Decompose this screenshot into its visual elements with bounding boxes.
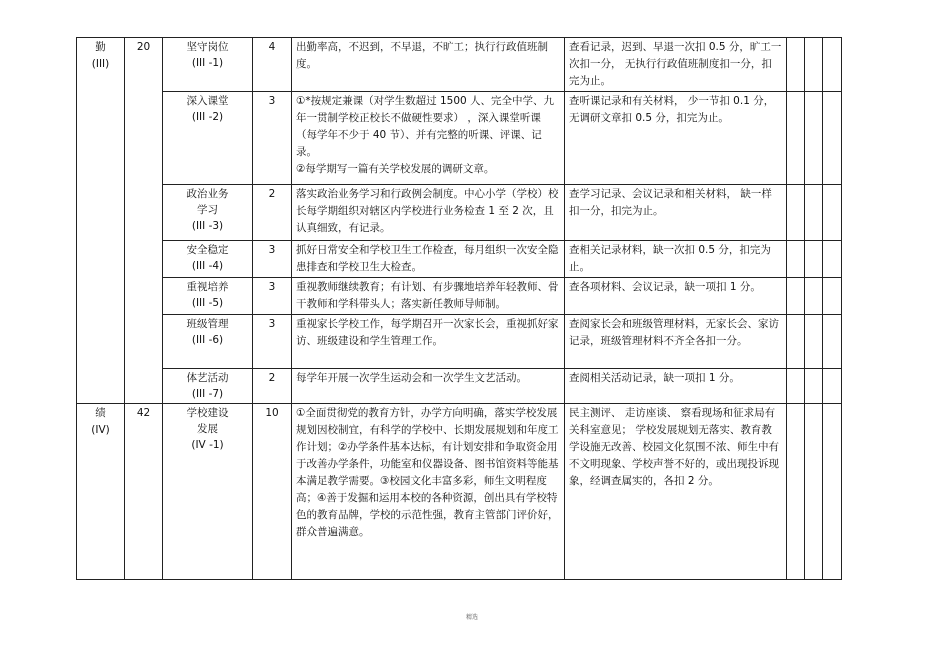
method-cell bbox=[565, 241, 787, 278]
cell-text-line: 坚守岗位 bbox=[186, 41, 229, 53]
cell-text-line: (III -2) bbox=[191, 111, 224, 123]
score-cell: 3 bbox=[253, 241, 292, 278]
blank-score-cell bbox=[823, 278, 842, 315]
requirements-cell bbox=[292, 278, 565, 315]
requirements-cell bbox=[292, 185, 565, 241]
score-cell: 2 bbox=[253, 185, 292, 241]
table-row bbox=[77, 38, 842, 92]
blank-score-cell bbox=[823, 92, 842, 185]
cell-text-line: (III -3) bbox=[191, 220, 224, 232]
cell-text-line: 发展 bbox=[197, 423, 218, 435]
method-cell bbox=[565, 369, 787, 404]
cell-text-line: 抓好日常安全和学校卫生工作检查，每月组织一次安全隐患排查和学校卫生大检查。 bbox=[296, 244, 559, 273]
blank-score-cell bbox=[823, 185, 842, 241]
method-cell bbox=[565, 38, 787, 92]
blank-score-cell bbox=[823, 404, 842, 580]
score-cell: 3 bbox=[253, 92, 292, 185]
cell-text-line: 深入课堂 bbox=[186, 95, 229, 107]
category-cell bbox=[77, 404, 125, 580]
item-cell bbox=[163, 315, 253, 369]
cell-text-line: 体艺活动 bbox=[186, 372, 229, 384]
blank-score-cell bbox=[787, 369, 805, 404]
cell-text-line: ①*按规定兼课（对学生数超过 1500 人、完全中学、九年一贯制学校正校长不做硬性要求） ，深入课堂听课（每学年不少于 40 节）、并有完整的听课、评课、记录。 bbox=[296, 95, 555, 158]
requirements-cell bbox=[292, 315, 565, 369]
cell-text-line: 查学习记录、会议记录和相关材料， 缺一样扣一分，扣完为止。 bbox=[569, 188, 772, 217]
item-cell bbox=[163, 369, 253, 404]
category-total-cell: 42 bbox=[125, 404, 163, 580]
cell-text-line: 查听课记录和有关材料， 少一节扣 0.1 分，无调研文章扣 0.5 分，扣完为止。 bbox=[569, 95, 775, 124]
blank-score-cell bbox=[823, 241, 842, 278]
blank-score-cell bbox=[787, 404, 805, 580]
footer-mark: 精选 bbox=[466, 614, 479, 621]
blank-score-cell bbox=[805, 404, 823, 580]
score-cell: 3 bbox=[253, 278, 292, 315]
cell-text-line: 查各项材料、会议记录，缺一项扣 1 分。 bbox=[569, 281, 761, 293]
cell-text-line: 学校建设 bbox=[186, 407, 229, 419]
requirements-cell bbox=[292, 38, 565, 92]
method-cell bbox=[565, 185, 787, 241]
requirements-cell bbox=[292, 241, 565, 278]
cell-text-line: ①全面贯彻党的教育方针，办学方向明确，落实学校发展规划因校制宜，有科学的学校中、长期发展规划和年度工作计划；②办学条件基本达标，有计划安排和争取资金用于改善办学条件，功能室和仪器设备、图书馆资料等能基本满足教学需要。③校园文化丰富多彩，师生文明程度高；④善于发掘和运用本校的各种资源，创出具有学校特色的教育品牌，学校的示范性强，教育主管部门评价好，群众普遍满意。 bbox=[296, 407, 559, 538]
item-cell bbox=[163, 92, 253, 185]
cell-text-line: 政治业务 bbox=[186, 188, 229, 200]
blank-score-cell bbox=[805, 92, 823, 185]
cell-text-line: 重视培养 bbox=[186, 281, 229, 293]
cell-text-line: 安全稳定 bbox=[186, 244, 229, 256]
cell-text-line: 重视家长学校工作，每学期召开一次家长会，重视抓好家访、班级建设和学生管理工作。 bbox=[296, 318, 559, 347]
cell-text-line: 民主测评、 走访座谈、 察看现场和征求局有关科室意见； 学校发展规划无落实、教育教学设施无改善、校园文化氛围不浓、师生中有不文明现象、学校声誉不好的，或出现投诉现象，经调查属实的，各扣 2 分。 bbox=[569, 407, 779, 487]
blank-score-cell bbox=[805, 369, 823, 404]
blank-score-cell bbox=[787, 278, 805, 315]
table-row bbox=[77, 241, 842, 278]
requirements-cell bbox=[292, 404, 565, 580]
blank-score-cell bbox=[805, 278, 823, 315]
cell-text-line: 学习 bbox=[197, 204, 218, 216]
item-cell bbox=[163, 185, 253, 241]
blank-score-cell bbox=[787, 185, 805, 241]
blank-score-cell bbox=[787, 315, 805, 369]
table-row bbox=[77, 92, 842, 185]
cell-text-line: (III -5) bbox=[191, 297, 224, 309]
method-cell bbox=[565, 404, 787, 580]
blank-score-cell bbox=[805, 38, 823, 92]
cell-text-line: ②每学期写一篇有关学校发展的调研文章。 bbox=[296, 163, 495, 175]
table-body bbox=[77, 38, 842, 580]
blank-score-cell bbox=[805, 185, 823, 241]
score-cell: 4 bbox=[253, 38, 292, 92]
requirements-cell bbox=[292, 369, 565, 404]
cell-text-line: 落实政治业务学习和行政例会制度。中心小学（学校）校长每学期组织对辖区内学校进行业务检查 1 至 2 次，且认真细致，有记录。 bbox=[296, 188, 559, 234]
cell-text-line: 每学年开展一次学生运动会和一次学生文艺活动。 bbox=[296, 372, 527, 384]
method-cell bbox=[565, 278, 787, 315]
item-cell bbox=[163, 38, 253, 92]
table-row bbox=[77, 278, 842, 315]
cell-text-line: 查相关记录材料，缺一次扣 0.5 分，扣完为止。 bbox=[569, 244, 771, 273]
cell-text-line: 勤 bbox=[95, 41, 106, 53]
table-row bbox=[77, 404, 842, 580]
cell-text-line: (III -1) bbox=[191, 57, 224, 69]
cell-text-line: (III -4) bbox=[191, 260, 224, 272]
blank-score-cell bbox=[787, 92, 805, 185]
item-cell bbox=[163, 404, 253, 580]
score-cell: 2 bbox=[253, 369, 292, 404]
method-cell bbox=[565, 92, 787, 185]
blank-score-cell bbox=[787, 241, 805, 278]
blank-score-cell bbox=[787, 38, 805, 92]
requirements-cell bbox=[292, 92, 565, 185]
cell-text-line: 查看记录，迟到、早退一次扣 0.5 分，旷工一次扣一分， 无执行行政值班制度扣一分，扣完为止。 bbox=[569, 41, 782, 87]
method-cell bbox=[565, 315, 787, 369]
category-cell bbox=[77, 38, 125, 404]
blank-score-cell bbox=[805, 315, 823, 369]
item-cell bbox=[163, 241, 253, 278]
item-cell bbox=[163, 278, 253, 315]
cell-text-line: 出勤率高，不迟到，不早退，不旷工；执行行政值班制度。 bbox=[296, 41, 548, 70]
cell-text-line: 班级管理 bbox=[186, 318, 229, 330]
blank-score-cell bbox=[823, 315, 842, 369]
cell-text-line: 重视教师继续教育；有计划、有步骤地培养年轻教师、骨干教师和学科带头人；落实新任教师导师制。 bbox=[296, 281, 559, 310]
evaluation-table bbox=[76, 37, 842, 580]
table-row bbox=[77, 185, 842, 241]
table-row bbox=[77, 369, 842, 404]
cell-text-line: (IV -1) bbox=[191, 439, 224, 451]
cell-text-line: (III -7) bbox=[191, 388, 224, 400]
blank-score-cell bbox=[823, 38, 842, 92]
score-cell: 10 bbox=[253, 404, 292, 580]
table-row bbox=[77, 315, 842, 369]
blank-score-cell bbox=[823, 369, 842, 404]
category-total-cell: 20 bbox=[125, 38, 163, 404]
cell-text-line: 绩 bbox=[95, 407, 106, 419]
blank-score-cell bbox=[805, 241, 823, 278]
cell-text-line: (IV) bbox=[91, 424, 110, 436]
score-cell: 3 bbox=[253, 315, 292, 369]
cell-text-line: (III) bbox=[91, 58, 110, 70]
cell-text-line: (III -6) bbox=[191, 334, 224, 346]
cell-text-line: 查阅家长会和班级管理材料，无家长会、家访记录，班级管理材料不齐全各扣一分。 bbox=[569, 318, 779, 347]
cell-text-line: 查阅相关活动记录，缺一项扣 1 分。 bbox=[569, 372, 740, 384]
